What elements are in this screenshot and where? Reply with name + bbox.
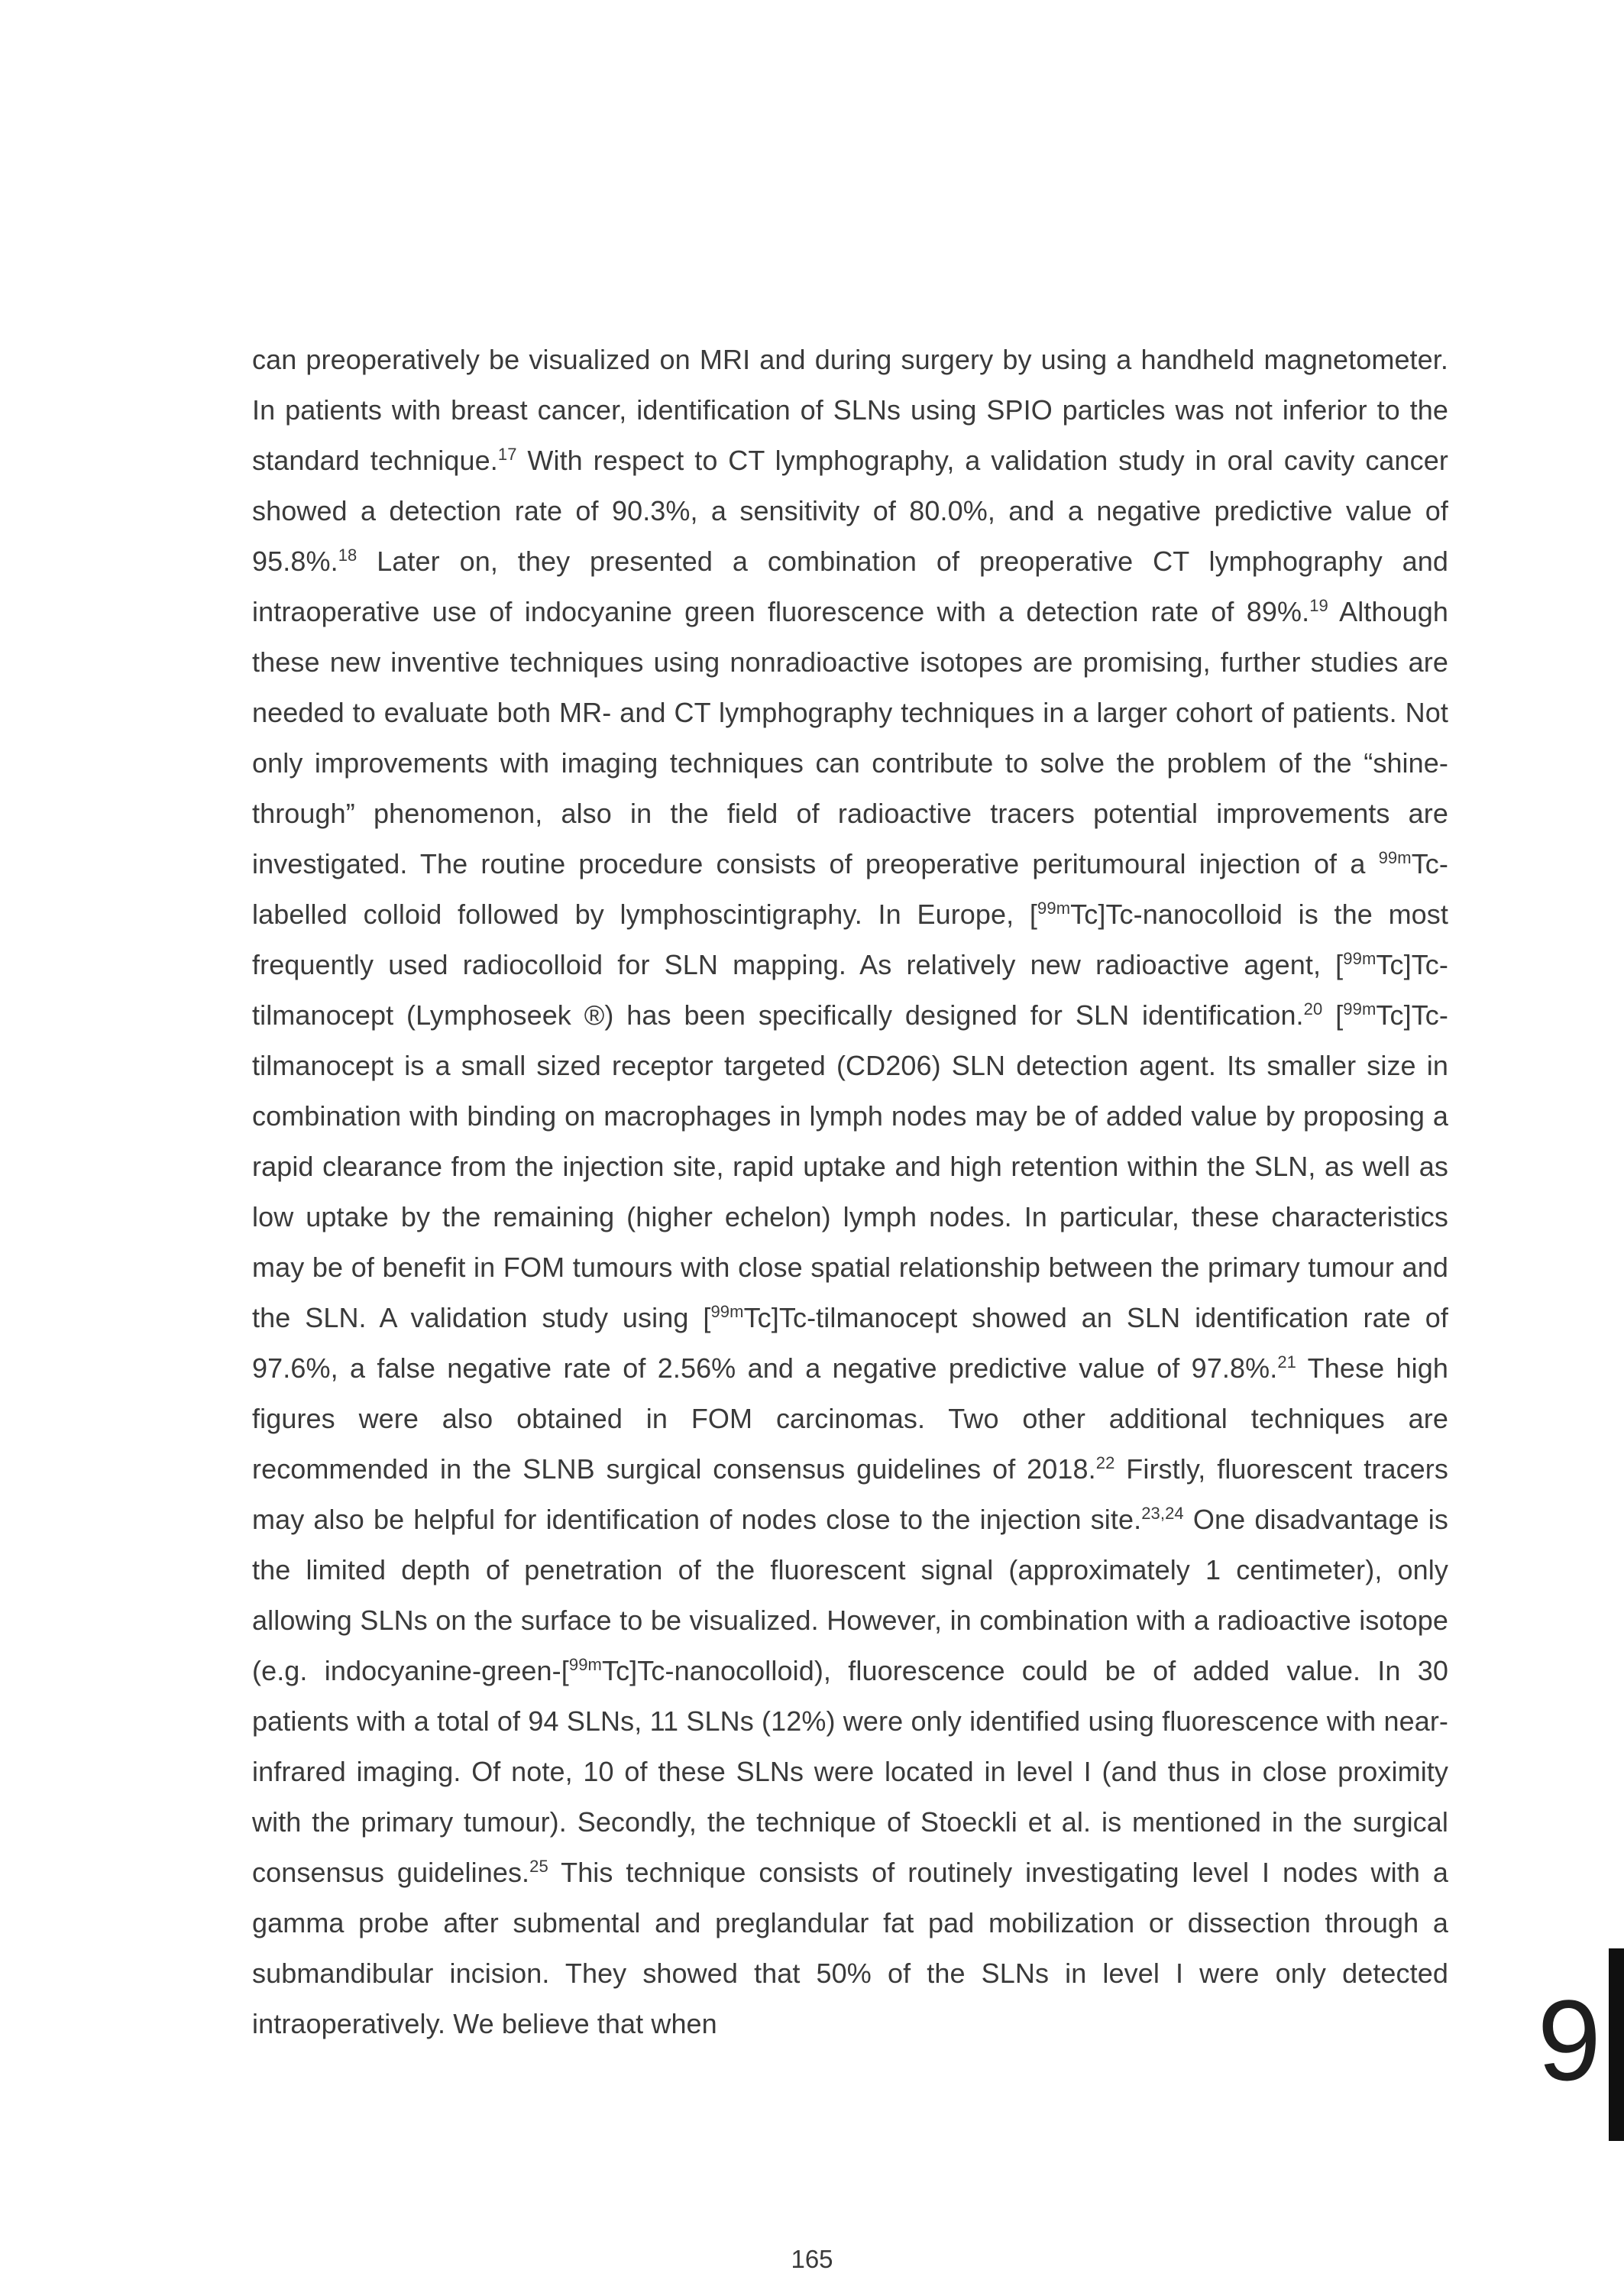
superscript-reference: 99m: [1378, 848, 1412, 867]
superscript-reference: 99m: [710, 1302, 744, 1321]
superscript-reference: 99m: [1343, 999, 1377, 1019]
superscript-reference: 23,24: [1141, 1504, 1184, 1523]
superscript-reference: 17: [497, 445, 517, 464]
superscript-reference: 99m: [1343, 949, 1377, 968]
superscript-reference: 18: [338, 546, 357, 565]
page-number: 165: [791, 2245, 833, 2273]
superscript-reference: 20: [1303, 999, 1323, 1019]
superscript-reference: 22: [1095, 1453, 1115, 1472]
superscript-reference: 21: [1277, 1352, 1297, 1372]
superscript-reference: 19: [1309, 596, 1328, 615]
chapter-number: 9: [1537, 1976, 1601, 2104]
chapter-tab-bar: [1609, 1948, 1624, 2141]
superscript-reference: 25: [529, 1857, 548, 1876]
superscript-reference: 99m: [1037, 899, 1071, 918]
chapter-marker: [1538, 1948, 1624, 2141]
paragraph: can preoperatively be visualized on MRI and during surgery by using a handheld magnetometer. In patients with breast cancer, identification of SLNs using SPIO particles was not inferior to the standard technique.$^{17}$ With respect to CT lymphography, a validation study in oral cavity cancer showed a detection rate of 90.3%, a sensitivity of 80.0%, and a negative predictive value of 95.8%.$^{18}$ Later on, they presented a combination of preoperative CT lymphography and intraoperative use of indocyanine green fluorescence with a detection rate of 89%.$^{19}$ Although these new inventive techniques using nonradioactive isotopes are promising, further studies are needed to evaluate both MR- and CT lymphography techniques in a larger cohort of patients. Not only improvements with imaging techniques can contribute to solve the problem of the “shine-through” phenomenon, also in the field of radioactive tracers potential improvements are investigated. The routine procedure consists of preoperative peritumoural injection of a $^{99m}$Tc-labelled colloid followed by lymphoscintigraphy. In Europe, [$^{99m}$Tc]Tc-nanocolloid is the most frequently used radiocolloid for SLN mapping. As relatively new radioactive agent, [$^{99m}$Tc]Tc-tilmanocept (Lymphoseek ®) has been specifically designed for SLN identification.$^{20}$ [$^{99m}$Tc]Tc-tilmanocept is a small sized receptor targeted (CD206) SLN detection agent. Its smaller size in combination with binding on macrophages in lymph nodes may be of added value by proposing a rapid clearance from the injection site, rapid uptake and high retention within the SLN, as well as low uptake by the remaining (higher echelon) lymph nodes. In particular, these characteristics may be of benefit in FOM tumours with close spatial relationship between the primary tumour and the SLN. A validation study using [$^{99m}$Tc]Tc-tilmanocept showed an SLN identification rate of 97.6%, a false negative rate of 2.56% and a negative predictive value of 97.8%.$^{21}$ These high figures were also obtained in FOM carcinomas. Two other additional techniques are recommended in the SLNB surgical consensus guidelines of 2018.22 Firstly, fluorescent tracers may also be helpful for identification of nodes close to the injection site.$^{23,24}$ One disadvantage is the limited depth of penetration of the fluorescent signal (approximately 1 centimeter), only allowing SLNs on the surface to be visualized. However, in combination with a radioactive isotope (e.g. indocyanine-green-[$^{99m}$Tc]Tc-nanocolloid), fluorescence could be of added value. In 30 patients with a total of 94 SLNs, 11 SLNs (12%) were only identified using fluorescence with near-infrared imaging. Of note, 10 of these SLNs were located in level I (and thus in close proximity with the primary tumour). Secondly, the technique of Stoeckli et al. is mentioned in the surgical consensus guidelines.$^{25}$ This technique consists of routinely investigating level I nodes with a gamma probe after submental and preglandular fat pad mobilization or dissection through a submandibular incision. They showed that 50% of the SLNs in level I were only detected intraoperatively. We believe that when: [252, 344, 1449, 2039]
superscript-reference: 99m: [568, 1655, 602, 1674]
